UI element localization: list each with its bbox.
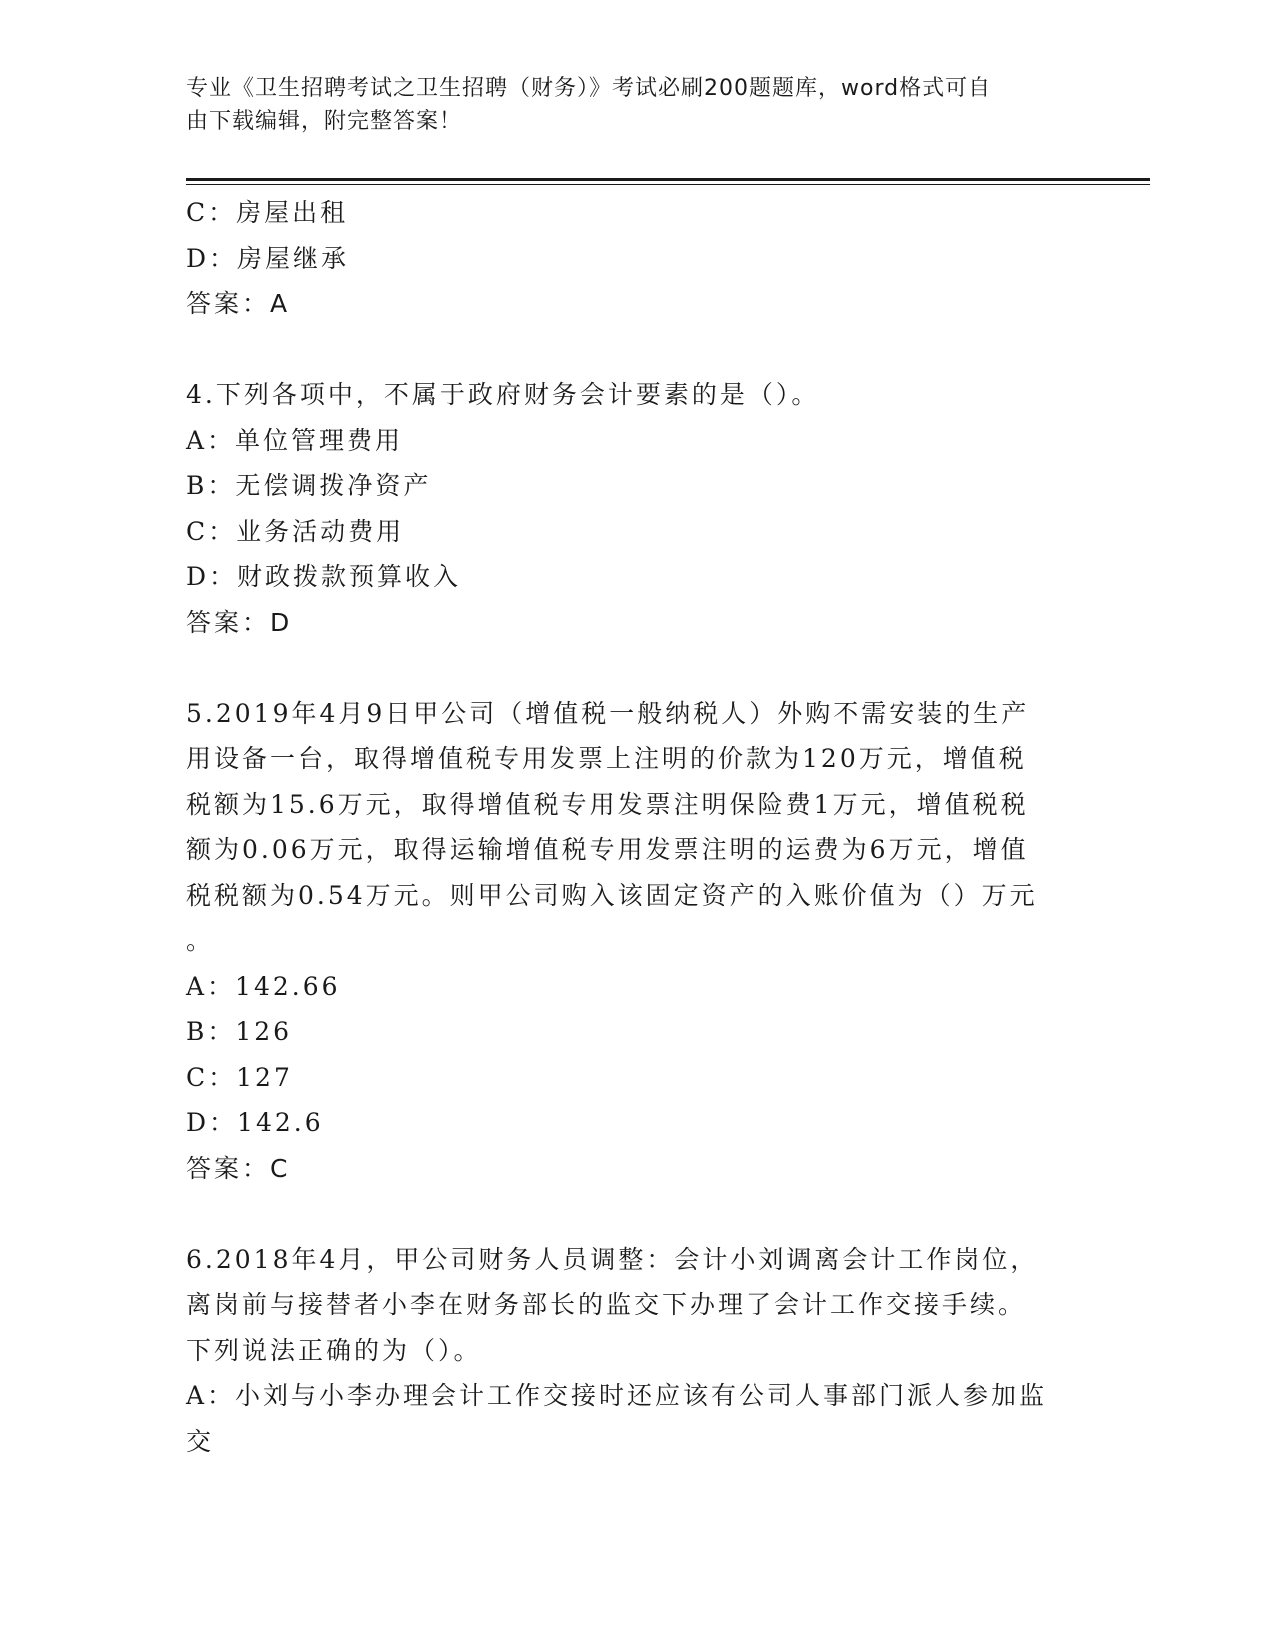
option-b: B：126: [186, 1017, 293, 1046]
question-stem-line: 用设备一台，取得增值税专用发票上注明的价款为120万元，增值税: [186, 744, 1027, 773]
header-divider-thin: [186, 184, 1150, 185]
spacer: [186, 1191, 1076, 1237]
option-d: D：142.6: [186, 1108, 324, 1137]
question-stem-line: 5.2019年4月9日甲公司（增值税一般纳税人）外购不需安装的生产: [186, 698, 1030, 728]
option-d: D：财政拨款预算收入: [186, 562, 462, 591]
answer: 答案：D: [186, 607, 293, 637]
question-stem-line: 。: [186, 926, 215, 955]
question-5: [186, 691, 1076, 1192]
option-a: A：142.66: [186, 971, 341, 1001]
option-a: A：单位管理费用: [186, 425, 404, 455]
spacer: [186, 645, 1076, 691]
option-a-line: A：小刘与小李办理会计工作交接时还应该有公司人事部门派人参加监: [186, 1381, 1048, 1410]
question-stem-line: 下列说法正确的为（）。: [186, 1335, 482, 1365]
header-line-2: 由下载编辑，附完整答案！: [186, 109, 463, 134]
option-b: B：无偿调拨净资产: [186, 471, 432, 500]
option-d: D：房屋继承: [186, 243, 350, 273]
question-stem-line: 额为0.06万元，取得运输增值税专用发票注明的运费为6万元，增值: [186, 835, 1029, 864]
header-divider-thick: [186, 178, 1150, 181]
question-stem-line: 离岗前与接替者小李在财务部长的监交下办理了会计工作交接手续。: [186, 1290, 1027, 1319]
option-c: C：业务活动费用: [186, 516, 405, 546]
question-stem: 4.下列各项中，不属于政府财务会计要素的是（）。: [186, 380, 820, 409]
option-c: C：127: [186, 1062, 293, 1092]
question-stem-line: 6.2018年4月，甲公司财务人员调整：会计小刘调离会计工作岗位，: [186, 1244, 1039, 1274]
page-header: [186, 72, 1086, 138]
question-3-tail: [186, 190, 1076, 327]
question-stem-line: 税额为15.6万元，取得增值税专用发票注明保险费1万元，增值税税: [186, 789, 1029, 819]
question-4: [186, 372, 1076, 645]
option-a-line: 交: [186, 1426, 215, 1456]
header-line-1: 专业《卫生招聘考试之卫生招聘（财务）》考试必刷200题题库，word格式可自: [186, 76, 992, 101]
question-6: [186, 1237, 1076, 1465]
question-content: [186, 190, 1076, 1464]
answer: 答案：A: [186, 289, 291, 318]
answer: 答案：C: [186, 1153, 291, 1183]
spacer: [186, 327, 1076, 373]
option-c: C：房屋出租: [186, 198, 349, 227]
question-stem-line: 税税额为0.54万元。则甲公司购入该固定资产的入账价值为（）万元: [186, 880, 1038, 910]
